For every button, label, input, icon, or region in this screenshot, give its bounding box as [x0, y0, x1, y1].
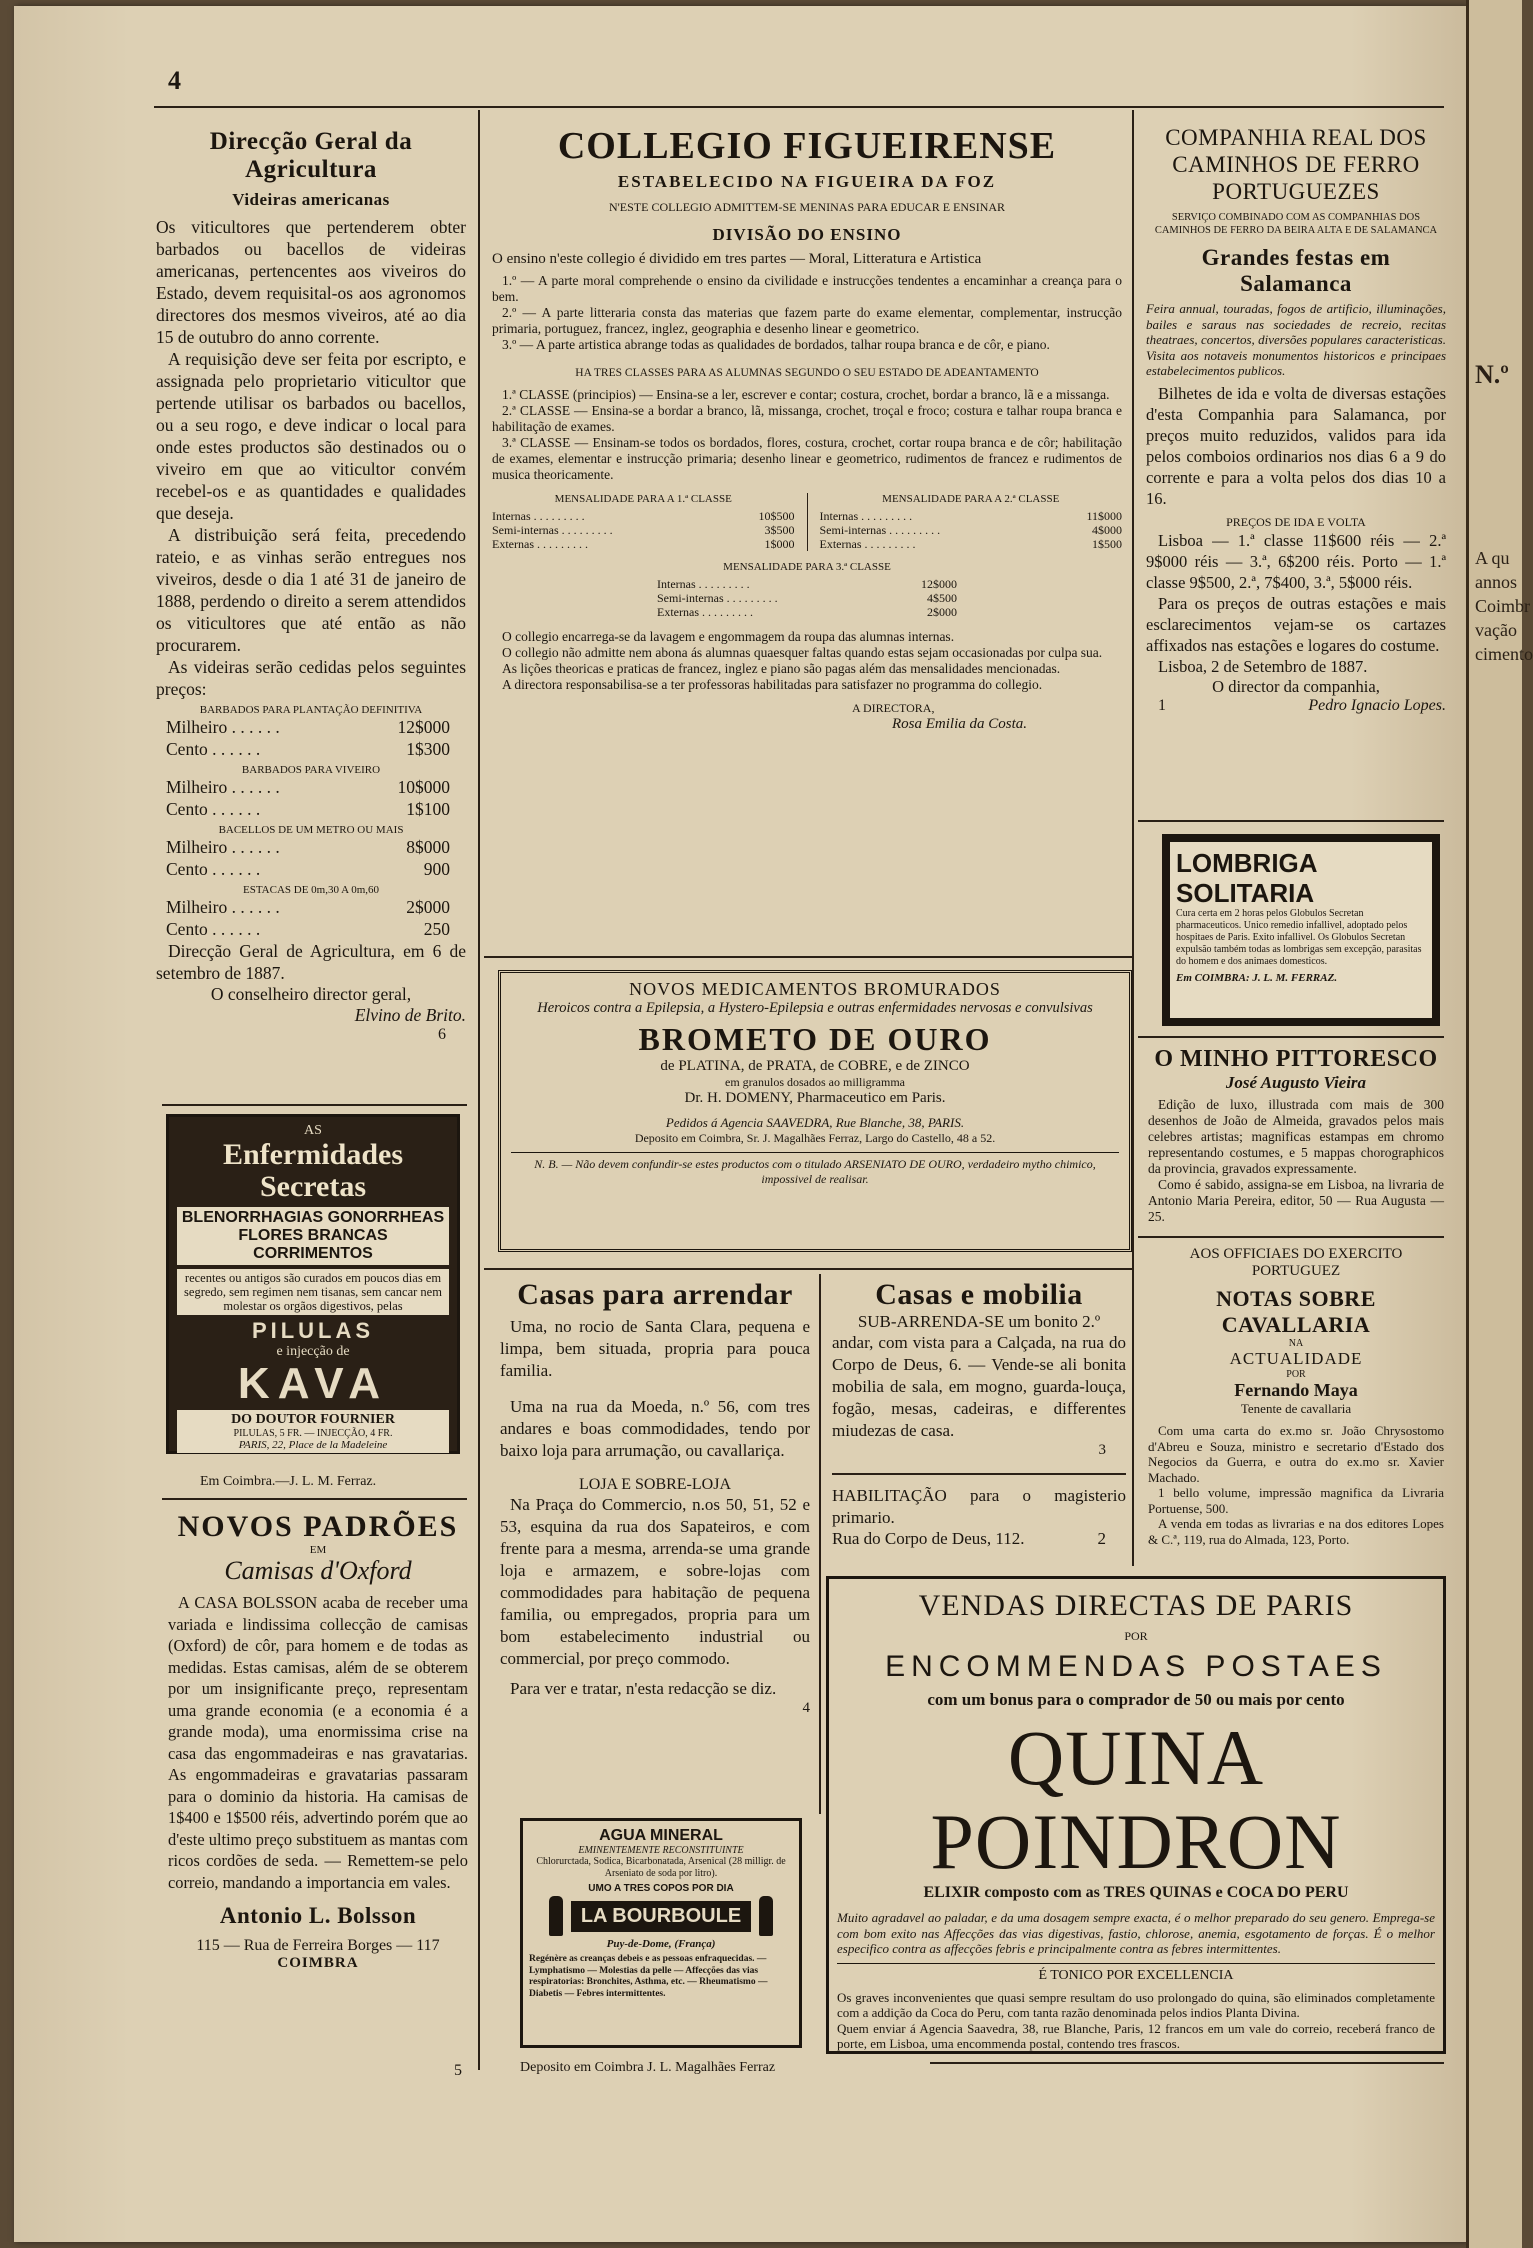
bottle-icon — [759, 1896, 773, 1936]
agri-p4: As videiras serão cedidas pelos seguintes preços: — [156, 657, 466, 699]
agri-close: Direcção Geral de Agricultura, em 6 de setembro de 1887. — [156, 941, 466, 983]
cp-p: Bilhetes de ida e volta de diversas estações d'esta Companhia para Salamanca, por preços muito reduzidos, validos para ida pelos comboios ordinarios nos dias 6 a 9 do corrente e para a volta pelos dos dias 10 a 16. — [1146, 383, 1446, 508]
minho-p: Edição de luxo, illustrada com mais de 300 desenhos de João de Almeida, gravados pelos mais celebres artistas; magnificas estampas em chromo representando costumes, e 5 mappas chorographicos da provincia, gravados expressamente. — [1148, 1097, 1444, 1176]
mob-num: 3 — [1098, 1442, 1106, 1458]
cp-prices-head: PREÇOS DE IDA E VOLTA — [1226, 514, 1366, 529]
cav-p2: 1 bello volume, impressão magnifica da Livraria Portuense, 500. — [1148, 1485, 1444, 1516]
rule-casas — [484, 1268, 1132, 1270]
quina-p3: Quem enviar á Agencia Saavedra, 38, rue Blanche, Paris, 12 francos em um vale do correio, receberá franco de porte, em Lisboa, uma encommenda postal, contendo tres frascos. — [837, 2020, 1435, 2051]
agri-sub: Videiras americanas — [232, 190, 390, 209]
agri-sign1: O conselheiro director geral, — [210, 984, 412, 1004]
cav-title: NOTAS SOBRE CAVALLARIA — [1216, 1286, 1376, 1337]
cp-title: COMPANHIA REAL DOS CAMINHOS DE FERRO PORTUGUEZES — [1165, 125, 1427, 204]
note-4: A directora responsabilisa-se a ter professoras habilitadas para satisfazer no programma do collegio. — [502, 676, 1043, 692]
agua-name: LA BOURBOULE — [571, 1901, 751, 1932]
quina-tonic: É TONICO POR EXCELLENCIA — [837, 1963, 1435, 1984]
kava-text: recentes ou antigos são curados em poucos dias em segredo, sem regimen nem tisanas, sem cancar nem molestar os orgãos digestivos, pelas — [177, 1269, 449, 1315]
fee-label: Externas . . . . . . . . . — [657, 604, 753, 619]
price-row — [156, 738, 466, 760]
cp-date: Lisboa, 2 de Setembro de 1887. — [1158, 656, 1368, 676]
mob-p: andar, com vista para a Calçada, na rua do Corpo de Deus, 6. — Vende-se ali bonita mobilia de sala, em mogno, guarda-louça, fogão, mesas, cadeiras, e differentes miudezas de casa. — [832, 1333, 1126, 1440]
agri-p2: A requisição deve ser feita por escripto, e assignada pelo proprietario viticultor que pertende utilisar os barbados ou bacellos, ou a seu rogo, e deve indicar o local para onde estes productos são destinados ou o viveiro em que ao viticultor convém recebel-os e as quantidades e qualidades que deseja. — [156, 349, 466, 523]
agua-ad — [520, 1818, 802, 2048]
agua-dep: Deposito em Coimbra J. L. Magalhães Ferraz — [520, 2060, 776, 2075]
class-3: 3.ª CLASSE — Ensinam-se todos os bordados, flores, costura, crochet, cortar roupa branca e de côr; habilitação de exames, elementar e instrucção primaria; desenho linear e geometrico, rudimentos de francez e rudimentos de musica theoricamente. — [492, 434, 1122, 482]
rule-bolsson — [162, 1498, 467, 1500]
price-label: Milheiro . . . . . . — [166, 777, 280, 797]
rule-bottom — [930, 2062, 1444, 2064]
bolsson-em: EM — [309, 1544, 327, 1556]
hab-addr: Rua do Corpo de Deus, 112. — [832, 1529, 1025, 1548]
fee-row — [820, 537, 1123, 551]
rule-kava — [162, 1104, 467, 1106]
loja-num: 4 — [802, 1700, 810, 1716]
agua-comp: Chlorurctada, Sodica, Bicarbonatada, Arsenical (28 milligr. de Arseniato de soda por litro). — [536, 1856, 786, 1879]
price-label: Milheiro . . . . . . — [166, 897, 280, 917]
price-group-head: BACELLOS DE UM METRO OU MAIS — [218, 824, 404, 836]
collegio-sub: ESTABELECIDO NA FIGUEIRA DA FOZ — [617, 172, 997, 191]
hab-num: 2 — [1097, 1529, 1106, 1548]
note-2: O collegio não admitte nem abona ás alumnas quaesquer faltas quando estas sejam occasionadas por culpa sua. — [502, 644, 1103, 660]
hab-p: HABILITAÇÃO para o magisterio primario. — [832, 1486, 1126, 1527]
quina-enc: ENCOMMENDAS POSTAES — [885, 1650, 1387, 1683]
brom-nb: N. B. — Não devem confundir-se estes productos com o titulado ARSENIATO DE OURO, verdadeiro mytho chimico, impossivel de realisar. — [511, 1152, 1119, 1187]
cp-name: Pedro Ignacio Lopes. — [1308, 696, 1446, 714]
price-row — [156, 858, 466, 880]
minho-title: O MINHO PITTORESCO — [1154, 1046, 1438, 1072]
m2-head: MENSALIDADE PARA A 2.ª CLASSE — [882, 492, 1060, 505]
cav-p3: A venda em todas as livrarias e na dos editores Lopes & C.ª, 119, rua do Almada, 123, Porto. — [1148, 1516, 1444, 1547]
kava-addr: PARIS, 22, Place de la Madeleine — [238, 1439, 388, 1451]
fee-label: Externas . . . . . . . . . — [492, 536, 588, 551]
agri-num: 6 — [438, 1026, 446, 1043]
kava-name: KAVA — [237, 1359, 389, 1408]
collegio-ad — [492, 124, 1122, 733]
fee-label: Externas . . . . . . . . . — [819, 536, 916, 551]
quina-head: VENDAS DIRECTAS DE PARIS — [918, 1589, 1354, 1622]
fee-value: 12$000 — [921, 576, 957, 591]
fee-row — [492, 509, 795, 523]
collegio-sign2: Rosa Emilia da Costa. — [892, 715, 1028, 732]
agri-p1: Os viticultores que pertenderem obter barbados ou bacellos de videiras americanas, pertencentes aos viveiros do Estado, devem requisital-os aos agronomos directores dos mesmos viveiros, até ao dia 15 de outubro do anno corrente. — [156, 217, 466, 347]
collegio-div: DIVISÃO DO ENSINO — [712, 225, 902, 244]
price-value: 900 — [423, 859, 450, 879]
bolsson-ad — [168, 1510, 468, 1972]
rule-brom — [484, 956, 1132, 958]
rule-casas-mid — [819, 1274, 821, 1814]
kava-as: AS — [304, 1123, 322, 1138]
price-value: 1$100 — [406, 799, 450, 819]
top-rule — [154, 106, 1444, 108]
lomb-title: LOMBRIGA SOLITARIA — [1176, 848, 1317, 908]
price-label: Cento . . . . . . — [166, 799, 261, 819]
brom-ped: Pedidos á Agencia SAAVEDRA, Rue Blanche, 38, PARIS. — [665, 1115, 965, 1130]
edge-text: Coimbr — [1475, 596, 1531, 616]
minho-p2: Como é sabido, assigna-se em Lisboa, na livraria de Antonio Maria Pereira, editor, 50 — Rua Augusta — 25. — [1148, 1177, 1444, 1224]
page-mark: 4 — [168, 66, 181, 95]
edge-text: annos — [1475, 572, 1517, 592]
bottle-icon — [549, 1896, 563, 1936]
m1-head: MENSALIDADE PARA A 1.ª CLASSE — [554, 492, 732, 505]
bolsson-sub: Camisas d'Oxford — [224, 1556, 412, 1585]
price-value: 12$000 — [397, 717, 450, 737]
column-1 — [156, 128, 466, 1044]
bolsson-name: Antonio L. Bolsson — [219, 1903, 417, 1928]
lomb-dep: Em COIMBRA: J. L. M. FERRAZ. — [1176, 972, 1338, 984]
price-group-head: BARBADOS PARA PLANTAÇÃO DEFINITIVA — [199, 704, 423, 716]
m3-head: MENSALIDADE PARA 3.ª CLASSE — [723, 560, 891, 573]
cav-act: ACTUALIDADE — [1229, 1349, 1363, 1368]
quina-elixir: ELIXIR composto com as TRES QUINAS e COCA DO PERU — [923, 1884, 1349, 1901]
loja-p: Na Praça do Commercio, n.os 50, 51, 52 e 53, esquina da rua dos Sapateiros, e com frente para a mesma, arrenda-se uma grande loja e armazem, e sobre-lojas com commodidades para habitação de pequena familia, ou empregados, propria para um bom estabelecimento industrial ou commercial, por preço commodo. — [500, 1495, 810, 1668]
cp-num: 1 — [1158, 696, 1166, 714]
brom-sub: Heroicos contra a Epilepsia, a Hystero-Epilepsia e outras enfermidades nervosas e convulsivas — [537, 1000, 1093, 1016]
cav-author: Fernando Maya — [1234, 1380, 1358, 1400]
casas-p1: Uma, no rocio de Santa Clara, pequena e limpa, bem situada, propria para pouca familia. — [500, 1317, 810, 1380]
collegio-sign1: A DIRECTORA, — [852, 700, 935, 715]
agua-text: Regénère as creanças debeis e as pessoas enfraquecidas. — Lymphatismo — Molestias da pelle — Affecções das vias respiratorias: Bronchites, Asthma, etc. — Rheumatismo — Diabetis — Febres intermittentes. — [529, 1954, 768, 1999]
mob-head: SUB-ARRENDA-SE um bonito 2.º — [857, 1312, 1101, 1331]
note-3: As lições theoricas e praticas de francez, inglez e piano são pagas além das mensalidades mencionadas. — [502, 660, 1061, 676]
agua-head: AGUA MINERAL — [599, 1827, 723, 1844]
note-1: O collegio encarrega-se da lavagem e engommagem da roupa das alumnas internas. — [502, 628, 955, 644]
agri-title: Direcção Geral da Agricultura — [209, 128, 413, 183]
m2-rows — [820, 509, 1123, 551]
cav-na: NA — [1288, 1338, 1304, 1349]
fee-value: 10$500 — [758, 508, 795, 523]
minho-author: José Augusto Vieira — [1225, 1073, 1367, 1092]
classes-head: HA TRES CLASSES PARA AS ALUMNAS SEGUNDO O SEU ESTADO DE ADEANTAMENTO — [575, 366, 1039, 379]
edge-text: N.º — [1475, 360, 1509, 389]
price-value: 8$000 — [406, 837, 450, 857]
column-rule-2 — [1132, 110, 1134, 1566]
fee-label: Semi-internas . . . . . . . . . — [819, 522, 941, 537]
fee-row — [492, 537, 795, 551]
brom-doc: Dr. H. DOMENY, Pharmaceutico em Paris. — [684, 1090, 946, 1106]
collegio-p4: 3.º — A parte artistica abrange todas as qualidades de bordados, talhar roupa branca e de côr, e piano. — [502, 336, 1050, 352]
lomb-text: Cura certa em 2 horas pelos Globulos Secretan pharmaceuticos. Unico remedio infallivel, adoptado pelos hospitaes de Paris. Exito infallivel. Os Globulos Secretan expulsão também todas as lombrigas sem excepção, parasitas do homem e dos animaes domesticos. — [1176, 908, 1422, 967]
fee-value: 4$000 — [1092, 522, 1122, 537]
column-rule-1 — [478, 110, 480, 2070]
casas-title: Casas para arrendar — [517, 1278, 793, 1311]
quina-bonus: com um bonus para o comprador de 50 ou mais por cento — [927, 1690, 1345, 1709]
agua-place: Puy-de-Dome, (França) — [606, 1938, 716, 1950]
class-1: 1.ª CLASSE (principios) — Ensina-se a ler, escrever e contar; costura, crochet, bordar a branco, lã e a missanga. — [502, 386, 1110, 402]
bolsson-addr: 115 — Rua de Ferreira Borges — 117 — [196, 1937, 440, 1954]
price-group-head: BARBADOS PARA VIVEIRO — [241, 764, 381, 776]
fee-label: Internas . . . . . . . . . — [492, 508, 585, 523]
kava-dep: Em Coimbra.—J. L. M. Ferraz. — [200, 1474, 377, 1489]
cav-por: POR — [1286, 1369, 1306, 1380]
kava-dr: DO DOUTOR FOURNIER — [231, 1412, 395, 1427]
fee-value: 2$000 — [927, 604, 957, 619]
bolsson-city: COIMBRA — [277, 1955, 359, 1971]
price-label: Cento . . . . . . — [166, 919, 261, 939]
rule-cav — [1138, 1236, 1444, 1238]
fee-value: 3$500 — [764, 522, 795, 537]
quina-title: QUINA POINDRON — [930, 1714, 1342, 1885]
fee-label: Semi-internas . . . . . . . . . — [492, 522, 613, 537]
quina-p2: Os graves inconvenientes que quasi sempre resultam do uso prolongado do quina, são eliminados completamente com a addição da Coca do Peru, com tanta razão denominada pelos indios Planta Divina. — [837, 1989, 1435, 2020]
brom-gran: em granulos dosados ao milligramma — [725, 1075, 905, 1089]
fee-row — [820, 509, 1123, 523]
kava-inj: e injecção de — [276, 1344, 350, 1359]
agua-sub: EMINENTEMENTE RECONSTITUINTE — [578, 1845, 744, 1856]
adjacent-page-edge — [1466, 0, 1533, 2248]
minho-ad — [1148, 1046, 1444, 1225]
brom-head: NOVOS MEDICAMENTOS BROMURADOS — [629, 979, 1001, 999]
brom-dep: Deposito em Coimbra, Sr. J. Magalhães Ferraz, Largo do Castello, 48 a 52. — [634, 1131, 996, 1145]
price-row — [156, 798, 466, 820]
rule-minho — [1138, 1036, 1444, 1038]
m1-rows — [492, 509, 795, 551]
collegio-p2: 1.º — A parte moral comprehende o ensino da civilidade e instrucções tendentes a encaminhar a creança para o bem. — [492, 272, 1122, 304]
class-2: 2.ª CLASSE — Ensina-se a bordar a branco, lã, missanga, crochet, troçal e froco; costura e talhar roupa branca e habilitação de exames. — [492, 402, 1122, 434]
quina-ad — [826, 1576, 1446, 2054]
price-value: 2$000 — [406, 897, 450, 917]
agua-dose: UMO A TRES COPOS POR DIA — [588, 1883, 734, 1894]
casas-p2: Uma na rua da Moeda, n.º 56, com tres andares e boas commodidades, tendo por baixo loja para arrumação, ou cavallariça. — [500, 1397, 810, 1460]
price-row — [156, 836, 466, 858]
brom-title: BROMETO DE OURO — [638, 1021, 992, 1057]
bolsson-title: NOVOS PADRÕES — [177, 1510, 459, 1543]
cp-prices: Lisboa — 1.ª classe 11$600 réis — 2.ª 9$000 réis — 3.ª, 6$200 réis. Porto — 1.ª classe 9$500, 2.ª, 7$400, 3.ª, 5$000 réis. — [1146, 530, 1446, 592]
cp-head: Grandes festas em Salamanca — [1201, 245, 1391, 296]
price-label: Milheiro . . . . . . — [166, 837, 280, 857]
price-row — [156, 776, 466, 798]
price-label: Cento . . . . . . — [166, 739, 261, 759]
fee-value: 1$000 — [764, 536, 795, 551]
fee-row — [820, 523, 1123, 537]
collegio-p1: O ensino n'este collegio é dividido em tres partes — Moral, Litteratura e Artistica — [492, 251, 982, 267]
agri-sign2: Elvino de Brito. — [354, 1005, 466, 1025]
quina-por: POR — [1124, 1629, 1148, 1643]
price-value: 10$000 — [397, 777, 450, 797]
price-list — [156, 704, 466, 940]
fee-row — [657, 577, 957, 591]
cav-p: Com uma carta do ex.mo sr. João Chrysostomo d'Abreu e Souza, ministro e secretario d'Estado dos Negocios da Guerra, e outra do ex.mo sr. Xavier Machado. — [1148, 1423, 1444, 1485]
fee-label: Semi-internas . . . . . . . . . — [657, 590, 778, 605]
casas-ad — [500, 1278, 810, 1717]
newspaper-page — [14, 6, 1466, 2242]
cp-it: Feira annual, touradas, fogos de artificio, illuminações, bailes e saraus nas sociedades de recreio, recitas theatraes, concertos, diversões populares caracteristicas. Visita aos notaveis monumentos historicos e principaes estabelecimentos publicos. — [1146, 301, 1446, 378]
loja-close: Para ver e tratar, n'esta redacção se diz. — [510, 1679, 777, 1698]
price-row — [156, 896, 466, 918]
bolsson-num: 5 — [454, 2062, 462, 2079]
collegio-line: N'ESTE COLLEGIO ADMITTEM-SE MENINAS PARA EDUCAR E ENSINAR — [608, 200, 1006, 214]
kava-pilulas: PILULAS — [251, 1318, 375, 1343]
price-group-head: ESTACAS DE 0m,30 A 0m,60 — [242, 884, 380, 896]
lombriga-ad — [1162, 834, 1440, 1026]
fee-row — [657, 605, 957, 619]
fee-row — [492, 523, 795, 537]
edge-text: cimento — [1475, 644, 1533, 664]
fee-label: Internas . . . . . . . . . — [657, 576, 750, 591]
mobilia-ad — [832, 1278, 1126, 1549]
price-row — [156, 716, 466, 738]
rule-lomb — [1138, 820, 1444, 822]
collegio-title: COLLEGIO FIGUEIRENSE — [557, 125, 1057, 167]
brom-line: de PLATINA, de PRATA, de COBRE, e de ZINCO — [660, 1058, 970, 1074]
price-label: Cento . . . . . . — [166, 859, 261, 879]
loja-head: LOJA E SOBRE-LOJA — [578, 1476, 731, 1493]
kava-ad — [166, 1114, 460, 1454]
price-row — [156, 918, 466, 940]
cav-to: AOS OFFICIAES DO EXERCITO PORTUGUEZ — [1189, 1246, 1403, 1279]
price-label: Milheiro . . . . . . — [166, 717, 280, 737]
fee-value: 4$500 — [927, 590, 957, 605]
fee-row — [657, 591, 957, 605]
cav-rank: Tenente de cavallaria — [1240, 1401, 1352, 1416]
cp-sub: SERVIÇO COMBINADO COM AS COMPANHIAS DOS CAMINHOS DE FERRO DA BEIRA ALTA E DE SALAMANCA — [1154, 212, 1438, 236]
fee-value: 11$000 — [1086, 508, 1122, 523]
agri-p3: A distribuição será feita, precedendo rateio, e as vinhas serão entregues nos viveiros, desde o dia 1 até 31 de janeiro de 1888, perdendo o direito a serem attendidos os viticultores que até então as não procurarem. — [156, 525, 466, 655]
cp-sign: O director da companhia, — [1212, 676, 1380, 696]
kava-list: BLENORRHAGIAS GONORRHEAS FLORES BRANCAS CORRIMENTOS — [177, 1207, 449, 1265]
fee-label: Internas . . . . . . . . . — [819, 508, 913, 523]
fee-value: 1$500 — [1092, 536, 1122, 551]
price-value: 1$300 — [406, 739, 450, 759]
quina-p: Muito agradavel ao paladar, e da uma dosagem sempre exacta, é o melhor preparado do seu genero. Emprega-se com bom exito nas Affecções das vias digestivas, fastio, chlorose, anemia, esgotamento de forças. É o melhor especifico contra as affecções febris e principalmente contra as febres intermittentes. — [837, 1910, 1435, 1956]
cavallaria-ad — [1148, 1246, 1444, 1547]
edge-text: A qu — [1475, 548, 1510, 568]
kava-price: PILULAS, 5 FR. — INJECÇÃO, 4 FR. — [233, 1428, 393, 1439]
collegio-p3: 2.º — A parte litteraria consta das materias que fazem parte do exame elementar, complementar, instrucção primaria, portuguez, francez, inglez, geographia e desenho linear e geometrico. — [492, 304, 1122, 336]
cp-more: Para os preços de outras estações e mais esclarecimentos vejam-se os cartazes affixados nas estações e logares do costume. — [1146, 593, 1446, 655]
price-value: 250 — [423, 919, 450, 939]
m3-rows — [657, 577, 957, 619]
mob-title: Casas e mobilia — [875, 1278, 1083, 1311]
cp-ad — [1146, 124, 1446, 715]
bolsson-text: A CASA BOLSSON acaba de receber uma variada e lindissima collecção de camisas (Oxford) de côr, para homem e de todas as medidas. Estas camisas, além de se obterem por um insignificante preço, representam uma grande economia (e a economia é a grande moda), uma enormissima crise na casa das engommadeiras e nas gravatarias. As engommadeiras e gravatarias passaram para o dominio da historia. Ha camisas de 1$400 e 1$500 réis, advertindo porém que ao d'este ultimo preço substituem as mantas com ricos cordões de seda. — Remettem-se pelo correio, mandando a importancia em vales. — [168, 1593, 468, 1892]
edge-text: vação — [1475, 620, 1517, 640]
kava-title: Enfermidades Secretas — [223, 1138, 403, 1203]
brom-ad — [498, 970, 1132, 1252]
